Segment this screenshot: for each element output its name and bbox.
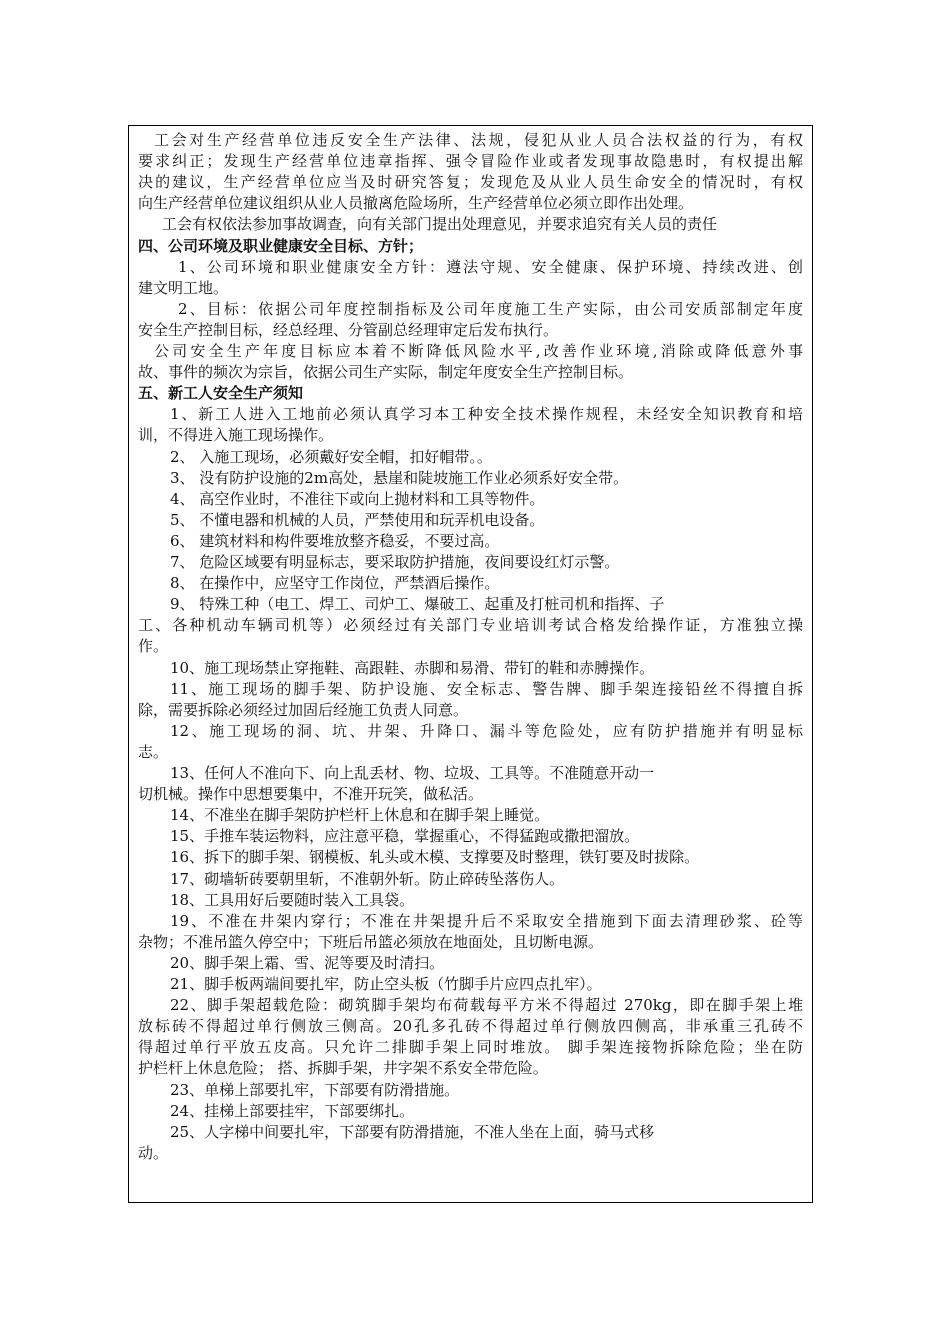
text-line: 公司安全生产年度目标应本着不断降低风险水平,改善作业环境,消除或降低意外事 bbox=[154, 342, 803, 360]
text-line: 11、施工现场的脚手架、防护设施、安全标志、警告牌、脚手架连接铅丝不得擅自拆 bbox=[170, 679, 803, 698]
text-line: 切机械。操作中思想要集中，不准开玩笑，做私活。 bbox=[138, 785, 484, 804]
text-line: 得超过单行平放五皮高。只允许二排脚手架上同时堆放。 脚手架连接物拆除危险；坐在防 bbox=[138, 1038, 803, 1057]
text-line: 向生产经营单位建议组织从业人员撤离危险场所，生产经营单位必须立即作出处理。 bbox=[138, 194, 694, 213]
text-line: 决的建议，生产经营单位应当及时研究答复；发现危及从业人员生命安全的情况时，有权 bbox=[138, 173, 803, 192]
text-line: 除，需要拆除必须经过加固后经施工负责人同意。 bbox=[138, 700, 469, 719]
text-line: 作。 bbox=[138, 637, 169, 656]
text-line: 1、公司环境和职业健康安全方针：遵法守规、安全健康、保护环境、持续改进、创 bbox=[178, 257, 803, 276]
text-line: 杂物；不准吊篮久停空中；下班后吊篮必须放在地面处，且切断电源。 bbox=[138, 932, 604, 951]
text-line: 护栏杆上休息危险； 搭、拆脚手架，井字架不系安全带危险。 bbox=[138, 1059, 548, 1078]
text-line: 17、砌墙斩砖要朝里斩，不准朝外斩。防止碎砖坠落伤人。 bbox=[170, 869, 565, 888]
text-line: 23、单梯上部要扎牢，下部要有防滑措施。 bbox=[170, 1080, 460, 1099]
text-line: 故、事件的频次为宗旨，依据公司生产实际，制定年度安全生产控制目标。 bbox=[138, 363, 634, 382]
text-line: 5、 不懂电器和机械的人员，严禁使用和玩弄机电设备。 bbox=[170, 510, 545, 529]
text-line: 要求纠正；发现生产经营单位违章指挥、强令冒险作业或者发现事故隐患时，有权提出解 bbox=[138, 152, 803, 171]
text-line: 22、脚手架超载危险：砌筑脚手架均布荷载每平方米不得超过 270kg，即在脚手架上堆 bbox=[170, 996, 803, 1015]
text-line: 建文明工地。 bbox=[138, 278, 229, 297]
text-line: 9、 特殊工种（电工、焊工、司炉工、爆破工、起重及打桩司机和指挥、子 bbox=[170, 595, 665, 614]
section-heading: 五、新工人安全生产须知 bbox=[138, 384, 304, 403]
text-line: 24、挂梯上部要挂牢，下部要绑扎。 bbox=[170, 1101, 415, 1120]
text-line: 25、人字梯中间要扎牢，下部要有防滑措施，不准人坐在上面，骑马式移 bbox=[170, 1122, 655, 1141]
text-line: 1、新工人进入工地前必须认真学习本工种安全技术操作规程，未经安全知识教育和培 bbox=[170, 405, 803, 424]
text-line: 10、施工现场禁止穿拖鞋、高跟鞋、赤脚和易滑、带钉的鞋和赤膊操作。 bbox=[170, 658, 655, 677]
text-line: 动。 bbox=[138, 1143, 169, 1162]
text-line: 13、任何人不准向下、向上乱丢材、物、垃圾、工具等。不准随意开动一 bbox=[170, 764, 655, 782]
text-line: 志。 bbox=[138, 742, 169, 761]
text-line: 6、 建筑材料和构件要堆放整齐稳妥，不要过高。 bbox=[170, 531, 500, 550]
text-line: 12、施工现场的洞、坑、井架、升降口、漏斗等危险处，应有防护措施并有明显标 bbox=[170, 721, 803, 740]
text-line: 21、脚手板两端间要扎牢，防止空头板（竹脚手片应四点扎牢）。 bbox=[170, 975, 602, 993]
text-line: 4、 高空作业时，不准往下或向上抛材料和工具等物件。 bbox=[170, 489, 545, 508]
text-line: 2、目标：依据公司年度控制指标及公司年度施工生产实际，由公司安质部制定年度 bbox=[178, 299, 803, 318]
text-line: 14、不准坐在脚手架防护栏杆上休息和在脚手架上睡觉。 bbox=[170, 806, 550, 825]
text-line: 工会对生产经营单位违反安全生产法律、法规，侵犯从业人员合法权益的行为，有权 bbox=[154, 131, 803, 149]
text-line: 18、工具用好后要随时装入工具袋。 bbox=[170, 890, 415, 909]
text-line: 8、 在操作中，应坚守工作岗位，严禁酒后操作。 bbox=[170, 574, 500, 593]
text-line: 安全生产控制目标，经总经理、分管副总经理审定后发布执行。 bbox=[138, 320, 559, 339]
section-heading: 四、公司环境及职业健康安全目标、方针； bbox=[138, 236, 424, 255]
text-line: 训，不得进入施工现场操作。 bbox=[138, 426, 334, 445]
text-line: 3、 没有防护设施的2m高处，悬崖和陡坡施工作业必须系好安全带。 bbox=[170, 468, 629, 487]
text-line: 16、拆下的脚手架、钢模板、轧头或木模、支撑要及时整理，铁钉要及时拔除。 bbox=[170, 848, 700, 867]
text-line: 工、各种机动车辆司机等）必须经过有关部门专业培训考试合格发给操作证，方准独立操 bbox=[138, 616, 803, 635]
text-line: 20、脚手架上霜、雪、泥等要及时清扫。 bbox=[170, 953, 445, 972]
text-line: 工会有权依法参加事故调查，向有关部门提出处理意见，并要求追究有关人员的责任 bbox=[162, 215, 718, 234]
text-line: 7、 危险区域要有明显标志，要采取防护措施，夜间要设红灯示警。 bbox=[170, 553, 620, 571]
text-line: 15、手推车装运物料，应注意平稳，掌握重心，不得猛跑或撒把溜放。 bbox=[170, 827, 640, 846]
text-line: 放标砖不得超过单行侧放三侧高。20孔多孔砖不得超过单行侧放四侧高，非承重三孔砖不 bbox=[138, 1017, 803, 1036]
document-frame bbox=[128, 125, 813, 1203]
text-line: 2、 入施工现场，必须戴好安全帽，扣好帽带。。 bbox=[170, 447, 492, 466]
text-line: 19、不准在井架内穿行；不准在井架提升后不采取安全措施到下面去清理砂浆、砼等 bbox=[170, 911, 803, 930]
